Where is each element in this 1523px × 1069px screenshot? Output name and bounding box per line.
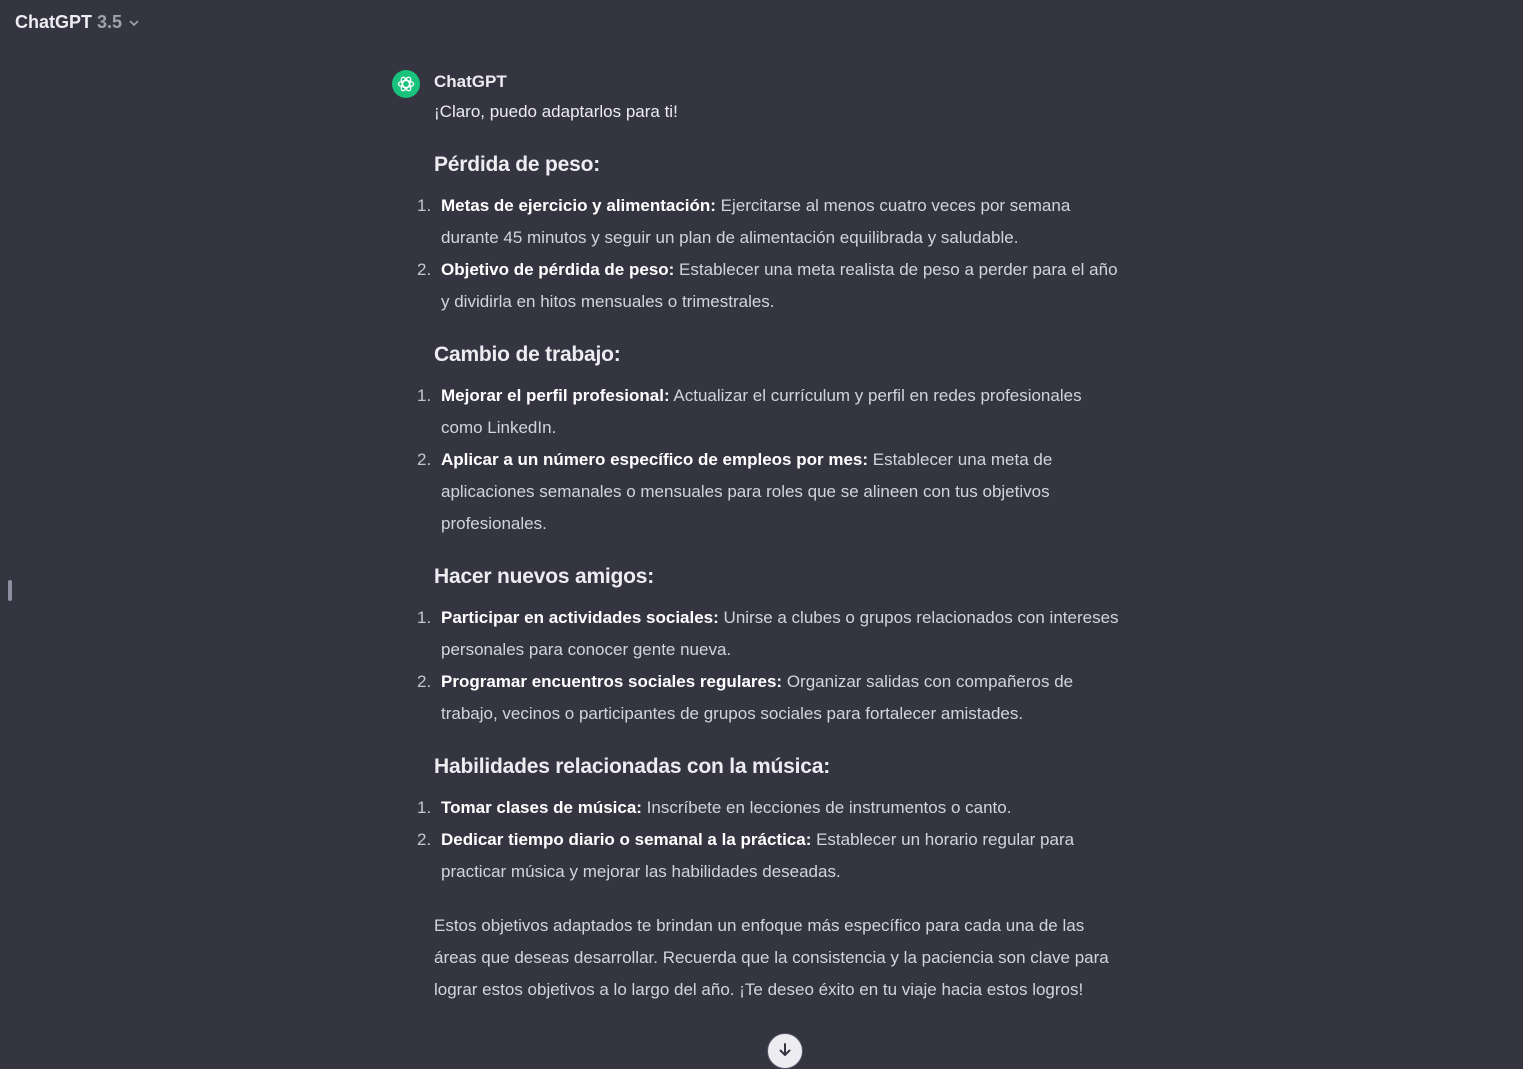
scroll-to-bottom-button[interactable]: [767, 1033, 803, 1069]
list-number: 1.: [417, 386, 432, 405]
list-item-text: Inscríbete en lecciones de instrumentos o canto.: [641, 798, 1012, 817]
list-item-title: Programar encuentros sociales regulares:: [441, 672, 783, 691]
goal-list: [417, 792, 1124, 888]
message-content: [417, 68, 1124, 1006]
list-number: 2.: [417, 450, 432, 469]
top-bar: [0, 0, 1523, 50]
message-intro: ¡Claro, puedo adaptarlos para ti!: [434, 102, 678, 121]
list-item-title: Aplicar a un número específico de empleos por mes:: [441, 450, 869, 469]
section-heading: Cambio de trabajo:: [434, 343, 621, 366]
openai-logo-icon: [392, 70, 420, 98]
list-number: 2.: [417, 830, 432, 849]
list-item-text: Organizar salidas con compañeros de trabajo, vecinos o participantes de grupos sociales para fortalecer amistades.: [441, 672, 1074, 723]
list-item-title: Participar en actividades sociales:: [441, 608, 719, 627]
message-author: ChatGPT: [434, 72, 507, 91]
list-item: [417, 190, 1124, 254]
list-item-text: Establecer una meta realista de peso a perder para el año y dividirla en hitos mensuales o trimestrales.: [441, 260, 1118, 311]
list-number: 1.: [417, 196, 432, 215]
list-item: [417, 824, 1124, 888]
list-number: 2.: [417, 260, 432, 279]
chevron-down-icon: [129, 18, 139, 28]
list-item-title: Objetivo de pérdida de peso:: [441, 260, 675, 279]
list-item-title: Mejorar el perfil profesional:: [441, 386, 670, 405]
list-item-text: Unirse a clubes o grupos relacionados con intereses personales para conocer gente nueva.: [441, 608, 1119, 659]
goal-list: [417, 190, 1124, 318]
list-item-text: Ejercitarse al menos cuatro veces por semana durante 45 minutos y seguir un plan de alimentación equilibrada y saludable.: [441, 196, 1071, 247]
list-item-title: Dedicar tiempo diario o semanal a la práctica:: [441, 830, 812, 849]
model-version: 3.5: [97, 12, 123, 32]
goal-list: [417, 380, 1124, 540]
list-number: 1.: [417, 608, 432, 627]
section-heading: Habilidades relacionadas con la música:: [434, 755, 831, 778]
list-item-text: Establecer un horario regular para practicar música y mejorar las habilidades deseadas.: [441, 830, 1075, 881]
list-item-text: Establecer una meta de aplicaciones semanales o mensuales para roles que se alineen con tus objetivos profesionales.: [441, 450, 1053, 533]
list-item: [417, 666, 1124, 730]
message-closing: Estos objetivos adaptados te brindan un enfoque más específico para cada una de las áreas que deseas desarrollar. Recuerda que la consistencia y la paciencia son clave para lograr estos objetivos a lo largo del año. ¡Te deseo éxito en tu viaje hacia estos logros!: [434, 916, 1109, 999]
list-item: [417, 792, 1124, 824]
list-item: [417, 254, 1124, 318]
section-heading: Hacer nuevos amigos:: [434, 565, 655, 588]
list-number: 1.: [417, 798, 432, 817]
list-item: [417, 444, 1124, 540]
list-item-title: Tomar clases de música:: [441, 798, 642, 817]
arrow-down-icon: [777, 1042, 793, 1058]
list-number: 2.: [417, 672, 432, 691]
list-item: [417, 602, 1124, 666]
section-heading: Pérdida de peso:: [434, 153, 601, 176]
model-selector[interactable]: [15, 12, 139, 33]
goal-list: [417, 602, 1124, 730]
model-name: ChatGPT: [15, 12, 93, 32]
sidebar-toggle-handle[interactable]: [8, 580, 12, 601]
list-item: [417, 380, 1124, 444]
list-item-text: Actualizar el currículum y perfil en redes profesionales como LinkedIn.: [441, 386, 1082, 437]
list-item-title: Metas de ejercicio y alimentación:: [441, 196, 716, 215]
